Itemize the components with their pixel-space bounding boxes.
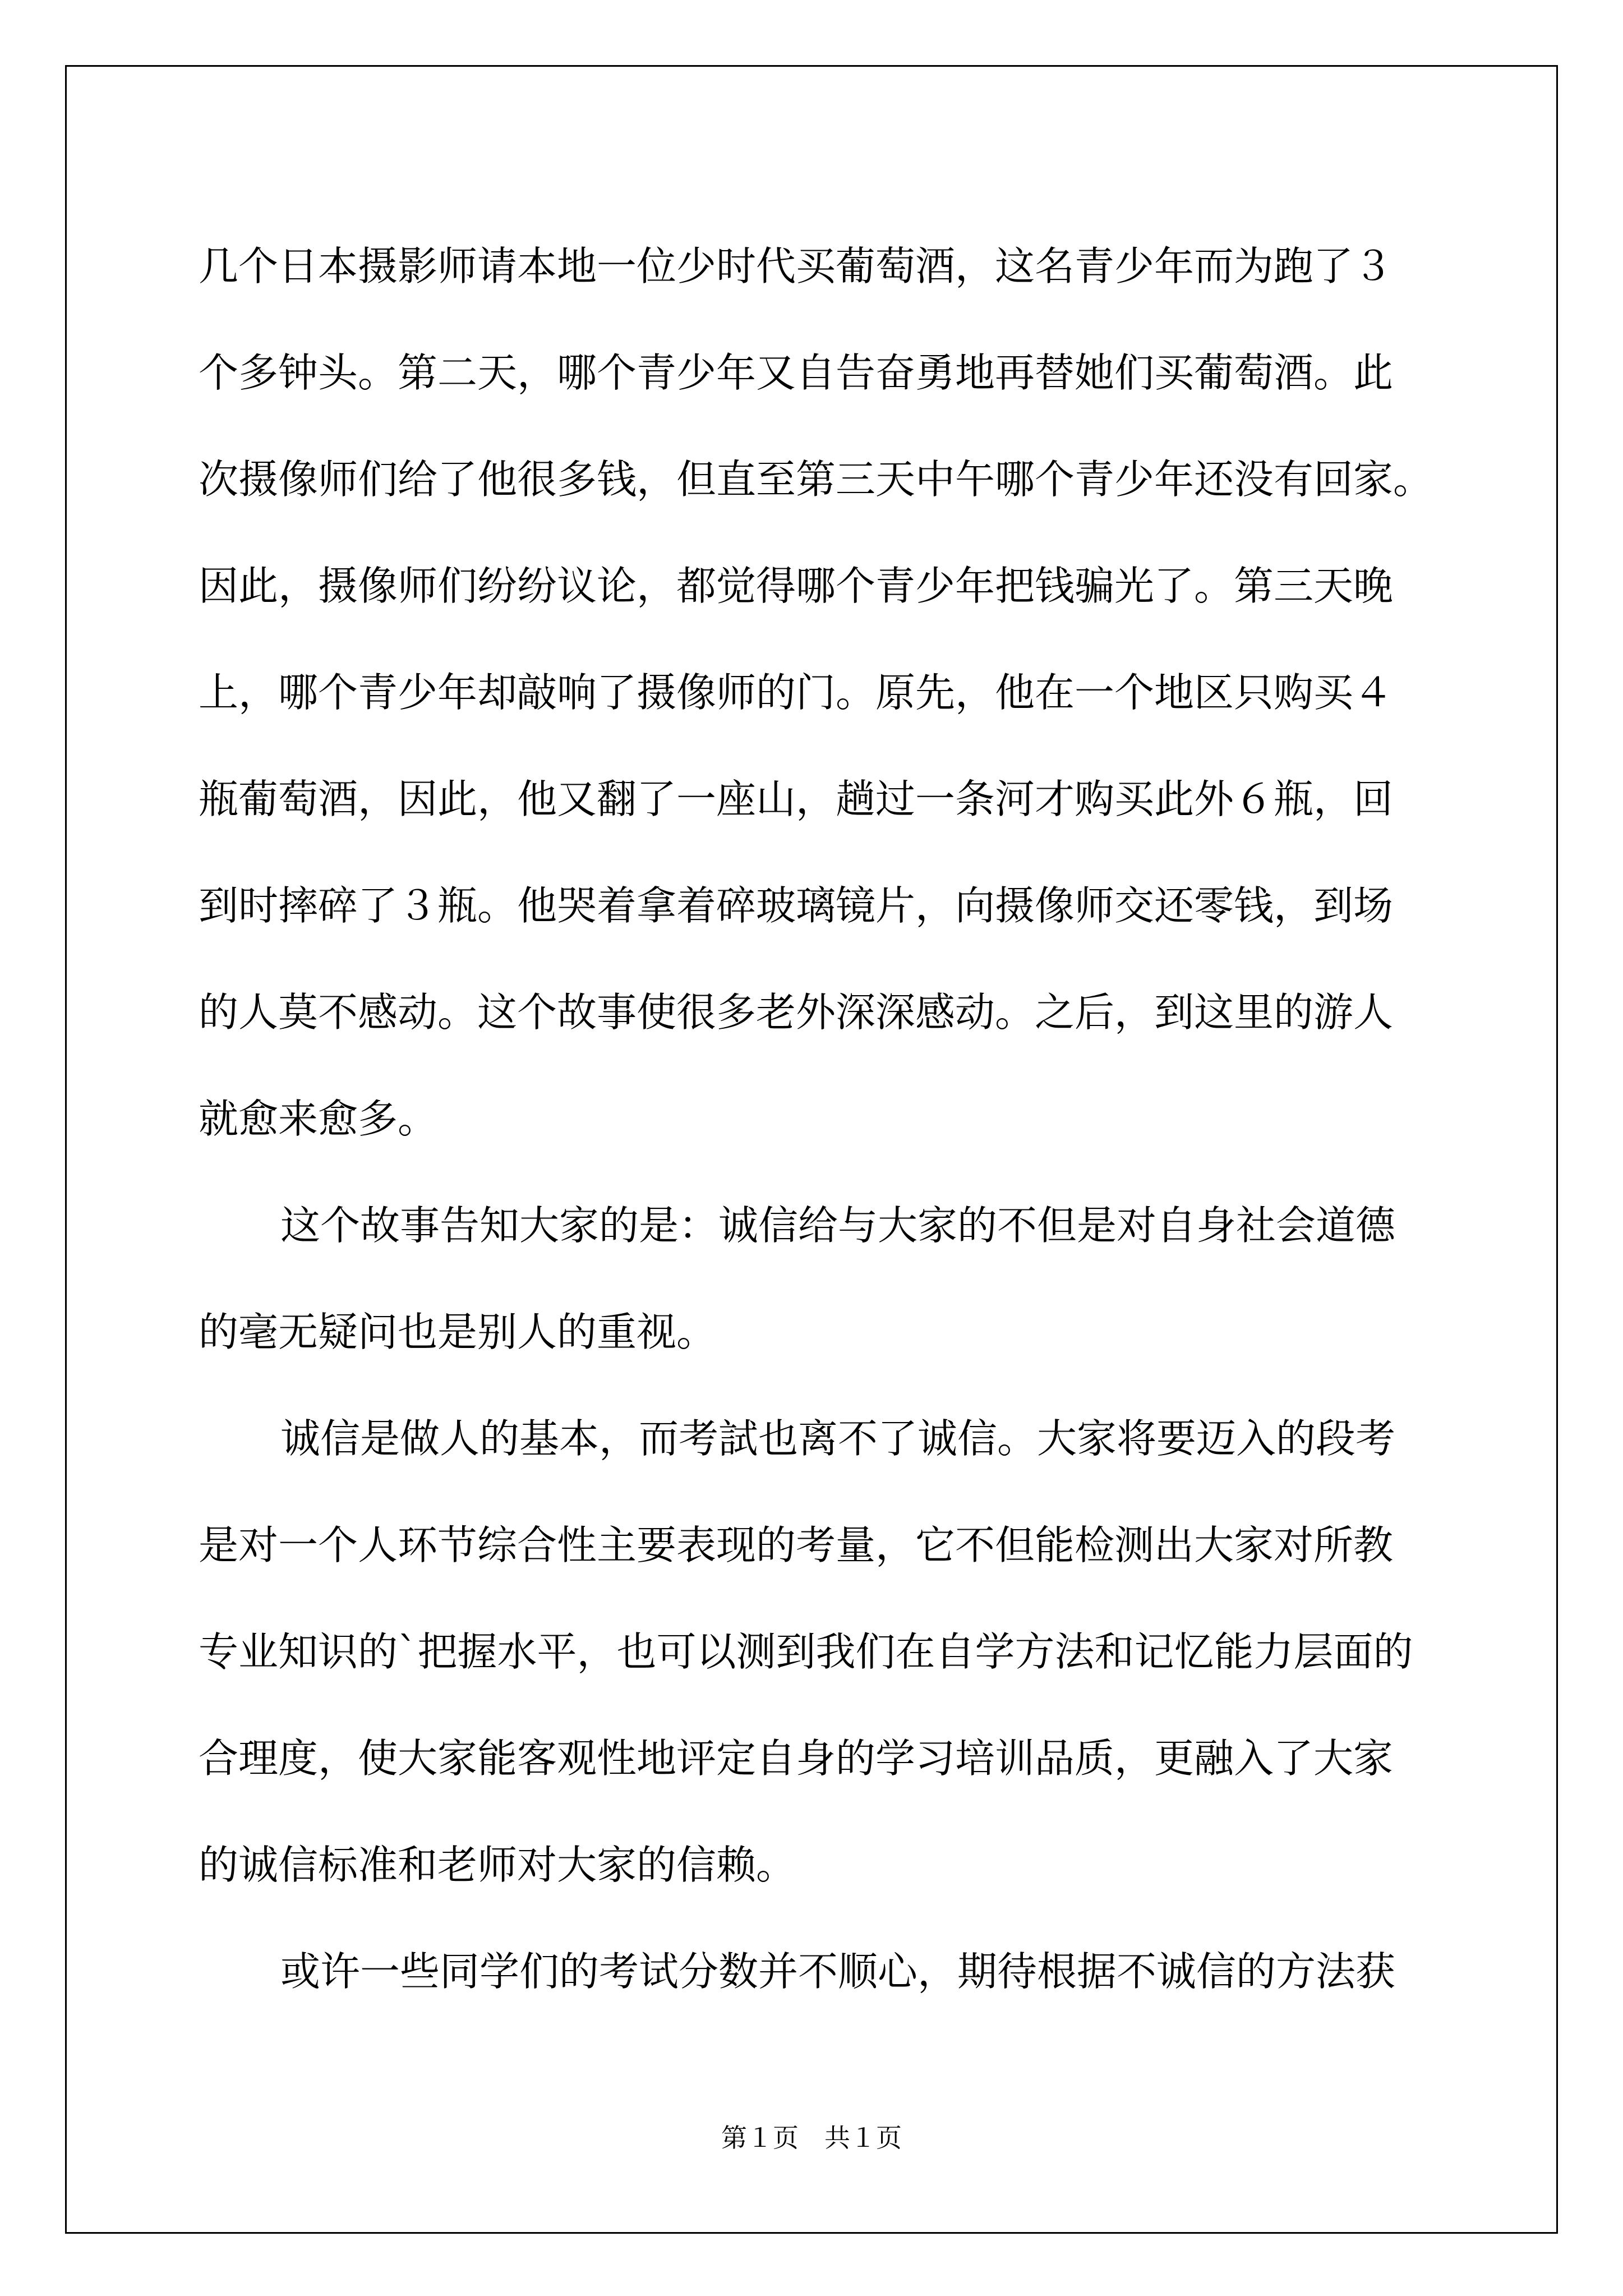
text-line: 的人莫不感动。这个故事使很多老外深深感动。之后，到这里的游人 [199,989,1394,1036]
text-line: 几个日本摄影师请本地一位少时代买葡萄酒，这名青少年而为跑了３ [199,243,1394,289]
text-line: 瓶葡萄酒，因此，他又翻了一座山，趟过一条河才购买此外６瓶，回 [199,776,1394,822]
text-line: 诚信是做人的基本，而考試也离不了诚信。大家将要迈入的段考 [280,1415,1396,1462]
text-line: 的诚信标准和老师对大家的信赖。 [199,1842,796,1888]
text-line: 是对一个人环节综合性主要表现的考量，它不但能检测出大家对所教 [199,1522,1394,1568]
text-line: 个多钟头。第二天，哪个青少年又自告奋勇地再替她们买葡萄酒。此 [199,349,1394,396]
document-body [199,213,1445,2025]
text-line: 合理度，使大家能客观性地评定自身的学习培训品质，更融入了大家 [199,1735,1394,1782]
text-line: 专业知识的`把握水平，也可以测到我们在自学方法和记忆能力层面的 [199,1628,1413,1675]
text-line: 次摄像师们给了他很多钱，但直至第三天中午哪个青少年还没有回家。 [199,456,1433,503]
text-line: 这个故事告知大家的是：诚信给与大家的不但是对自身社会道德 [280,1202,1396,1249]
text-line: 上，哪个青少年却敲响了摄像师的门。原先，他在一个地区只购买４ [199,669,1394,716]
text-line: 或许一些同学们的考试分数并不顺心，期待根据不诚信的方法获 [280,1948,1396,1995]
text-line: 因此，摄像师们纷纷议论，都觉得哪个青少年把钱骗光了。第三天晚 [199,563,1394,609]
text-line: 就愈来愈多。 [199,1096,438,1142]
text-line: 到时摔碎了３瓶。他哭着拿着碎玻璃镜片，向摄像师交还零钱，到场 [199,882,1394,929]
page-number: 第１页 共１页 [721,2123,902,2153]
text-line: 的毫无疑问也是别人的重视。 [199,1309,717,1355]
